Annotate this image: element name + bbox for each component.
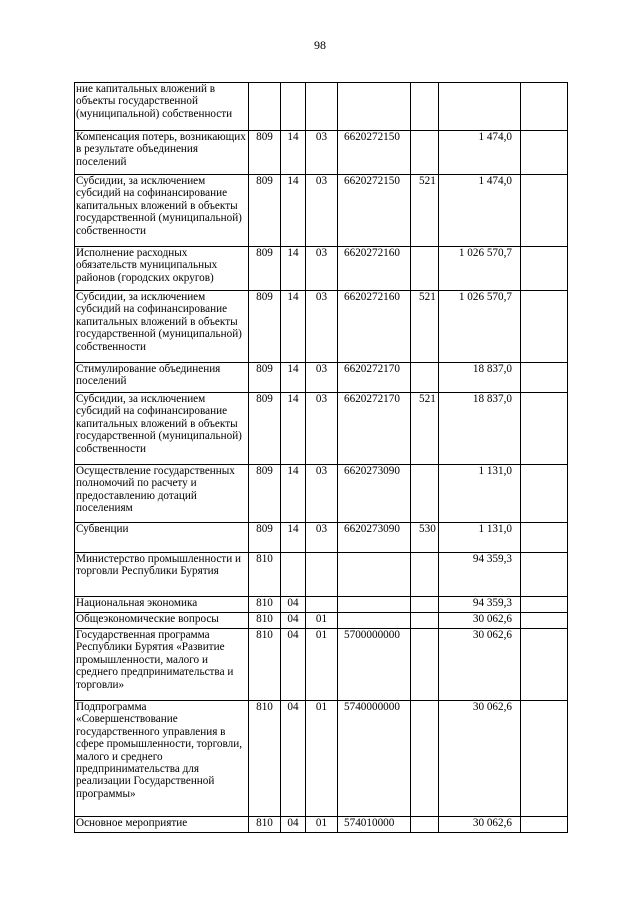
row-amount: 1 131,0 bbox=[439, 465, 521, 523]
row-name: Общеэкономические вопросы bbox=[75, 613, 249, 629]
row-section-code: 14 bbox=[281, 175, 306, 247]
row-amount: 1 026 570,7 bbox=[439, 247, 521, 291]
row-expense-type-code: 521 bbox=[411, 175, 439, 247]
table-row bbox=[75, 131, 568, 175]
row-expense-type-code: 521 bbox=[411, 393, 439, 465]
row-subsection-code bbox=[306, 553, 338, 597]
row-section-code: 14 bbox=[281, 131, 306, 175]
row-empty-cell bbox=[521, 613, 568, 629]
row-target-article-code: 6620272170 bbox=[338, 393, 411, 465]
table-row bbox=[75, 465, 568, 523]
row-target-article-code: 6620272160 bbox=[338, 291, 411, 363]
row-expense-type-code bbox=[411, 247, 439, 291]
row-empty-cell bbox=[521, 83, 568, 131]
row-amount: 30 062,6 bbox=[439, 629, 521, 701]
row-target-article-code: 6620272160 bbox=[338, 247, 411, 291]
row-name: Национальная экономика bbox=[75, 597, 249, 613]
table-row bbox=[75, 629, 568, 701]
row-subsection-code: 03 bbox=[306, 363, 338, 393]
row-amount: 1 474,0 bbox=[439, 131, 521, 175]
row-amount: 18 837,0 bbox=[439, 393, 521, 465]
row-section-code: 04 bbox=[281, 701, 306, 817]
row-subsection-code: 01 bbox=[306, 817, 338, 833]
row-section-code bbox=[281, 553, 306, 597]
table-row bbox=[75, 363, 568, 393]
row-target-article-code: 6620273090 bbox=[338, 465, 411, 523]
row-empty-cell bbox=[521, 175, 568, 247]
row-empty-cell bbox=[521, 629, 568, 701]
row-subsection-code: 03 bbox=[306, 393, 338, 465]
row-subsection-code bbox=[306, 83, 338, 131]
row-ved-code: 810 bbox=[249, 597, 281, 613]
row-ved-code bbox=[249, 83, 281, 131]
row-ved-code: 809 bbox=[249, 131, 281, 175]
table-row bbox=[75, 701, 568, 817]
row-expense-type-code bbox=[411, 131, 439, 175]
row-name: Стимулирование объединения поселений bbox=[75, 363, 249, 393]
row-target-article-code: 574010000 bbox=[338, 817, 411, 833]
row-name: Компенсация потерь, возникающих в результате объединения поселений bbox=[75, 131, 249, 175]
row-ved-code: 809 bbox=[249, 523, 281, 553]
row-section-code: 14 bbox=[281, 363, 306, 393]
row-ved-code: 809 bbox=[249, 291, 281, 363]
row-empty-cell bbox=[521, 523, 568, 553]
row-subsection-code: 01 bbox=[306, 613, 338, 629]
row-section-code: 14 bbox=[281, 523, 306, 553]
row-empty-cell bbox=[521, 553, 568, 597]
row-amount: 30 062,6 bbox=[439, 817, 521, 833]
row-ved-code: 809 bbox=[249, 247, 281, 291]
row-expense-type-code: 521 bbox=[411, 291, 439, 363]
row-expense-type-code bbox=[411, 465, 439, 523]
page-number: 98 bbox=[314, 38, 326, 52]
row-name: ние капитальных вложений в объекты государственной (муниципальной) собственности bbox=[75, 83, 249, 131]
row-name: Основное мероприятие bbox=[75, 817, 249, 833]
budget-table bbox=[74, 82, 568, 833]
table-row bbox=[75, 393, 568, 465]
row-section-code: 14 bbox=[281, 465, 306, 523]
row-subsection-code: 03 bbox=[306, 175, 338, 247]
row-subsection-code bbox=[306, 597, 338, 613]
table-row bbox=[75, 83, 568, 131]
row-subsection-code: 03 bbox=[306, 247, 338, 291]
row-target-article-code: 6620273090 bbox=[338, 523, 411, 553]
row-amount: 94 359,3 bbox=[439, 553, 521, 597]
row-empty-cell bbox=[521, 363, 568, 393]
row-expense-type-code bbox=[411, 597, 439, 613]
row-target-article-code: 5700000000 bbox=[338, 629, 411, 701]
row-section-code: 14 bbox=[281, 393, 306, 465]
row-section-code: 14 bbox=[281, 291, 306, 363]
row-expense-type-code bbox=[411, 363, 439, 393]
row-expense-type-code bbox=[411, 83, 439, 131]
row-expense-type-code bbox=[411, 629, 439, 701]
row-empty-cell bbox=[521, 465, 568, 523]
row-expense-type-code bbox=[411, 817, 439, 833]
row-target-article-code: 6620272170 bbox=[338, 363, 411, 393]
row-name: Государственная программа Республики Бурятия «Развитие промышленности, малого и среднего предпринимательства и торговли» bbox=[75, 629, 249, 701]
row-amount: 1 474,0 bbox=[439, 175, 521, 247]
row-empty-cell bbox=[521, 701, 568, 817]
row-section-code bbox=[281, 83, 306, 131]
table-row bbox=[75, 523, 568, 553]
row-section-code: 04 bbox=[281, 817, 306, 833]
row-subsection-code: 03 bbox=[306, 291, 338, 363]
row-target-article-code bbox=[338, 597, 411, 613]
row-amount: 30 062,6 bbox=[439, 613, 521, 629]
row-name: Министерство промышленности и торговли Республики Бурятия bbox=[75, 553, 249, 597]
row-section-code: 04 bbox=[281, 597, 306, 613]
row-ved-code: 810 bbox=[249, 629, 281, 701]
row-amount: 94 359,3 bbox=[439, 597, 521, 613]
row-subsection-code: 01 bbox=[306, 701, 338, 817]
row-ved-code: 810 bbox=[249, 701, 281, 817]
row-target-article-code bbox=[338, 83, 411, 131]
row-ved-code: 810 bbox=[249, 817, 281, 833]
table-row bbox=[75, 613, 568, 629]
table-row bbox=[75, 247, 568, 291]
row-name: Субсидии, за исключением субсидий на софинансирование капитальных вложений в объекты государственной (муниципальной) собственности bbox=[75, 175, 249, 247]
row-ved-code: 809 bbox=[249, 465, 281, 523]
row-subsection-code: 01 bbox=[306, 629, 338, 701]
row-target-article-code: 6620272150 bbox=[338, 131, 411, 175]
row-expense-type-code: 530 bbox=[411, 523, 439, 553]
row-name: Субвенции bbox=[75, 523, 249, 553]
table-row bbox=[75, 291, 568, 363]
row-subsection-code: 03 bbox=[306, 465, 338, 523]
row-section-code: 14 bbox=[281, 247, 306, 291]
row-expense-type-code bbox=[411, 701, 439, 817]
row-name: Исполнение расходных обязательств муниципальных районов (городских округов) bbox=[75, 247, 249, 291]
row-section-code: 04 bbox=[281, 629, 306, 701]
row-empty-cell bbox=[521, 247, 568, 291]
row-empty-cell bbox=[521, 817, 568, 833]
row-name: Подпрограмма «Совершенствование государственного управления в сфере промышленности, торговли, малого и среднего предпринимательства для реализации Государственной программы» bbox=[75, 701, 249, 817]
table-row bbox=[75, 175, 568, 247]
row-section-code: 04 bbox=[281, 613, 306, 629]
row-amount: 18 837,0 bbox=[439, 363, 521, 393]
row-name: Осуществление государственных полномочий по расчету и предоставлению дотаций поселениям bbox=[75, 465, 249, 523]
table-row bbox=[75, 597, 568, 613]
row-empty-cell bbox=[521, 131, 568, 175]
row-name: Субсидии, за исключением субсидий на софинансирование капитальных вложений в объекты государственной (муниципальной) собственности bbox=[75, 291, 249, 363]
row-expense-type-code bbox=[411, 553, 439, 597]
row-ved-code: 810 bbox=[249, 553, 281, 597]
row-amount: 1 026 570,7 bbox=[439, 291, 521, 363]
row-subsection-code: 03 bbox=[306, 131, 338, 175]
table-row bbox=[75, 553, 568, 597]
table-row bbox=[75, 817, 568, 833]
row-amount: 30 062,6 bbox=[439, 701, 521, 817]
row-ved-code: 810 bbox=[249, 613, 281, 629]
row-empty-cell bbox=[521, 597, 568, 613]
row-amount: 1 131,0 bbox=[439, 523, 521, 553]
row-ved-code: 809 bbox=[249, 175, 281, 247]
row-empty-cell bbox=[521, 291, 568, 363]
row-empty-cell bbox=[521, 393, 568, 465]
row-expense-type-code bbox=[411, 613, 439, 629]
row-target-article-code bbox=[338, 613, 411, 629]
row-subsection-code: 03 bbox=[306, 523, 338, 553]
row-ved-code: 809 bbox=[249, 393, 281, 465]
row-target-article-code: 5740000000 bbox=[338, 701, 411, 817]
row-amount bbox=[439, 83, 521, 131]
row-target-article-code: 6620272150 bbox=[338, 175, 411, 247]
row-target-article-code bbox=[338, 553, 411, 597]
row-ved-code: 809 bbox=[249, 363, 281, 393]
row-name: Субсидии, за исключением субсидий на софинансирование капитальных вложений в объекты государственной (муниципальной) собственности bbox=[75, 393, 249, 465]
